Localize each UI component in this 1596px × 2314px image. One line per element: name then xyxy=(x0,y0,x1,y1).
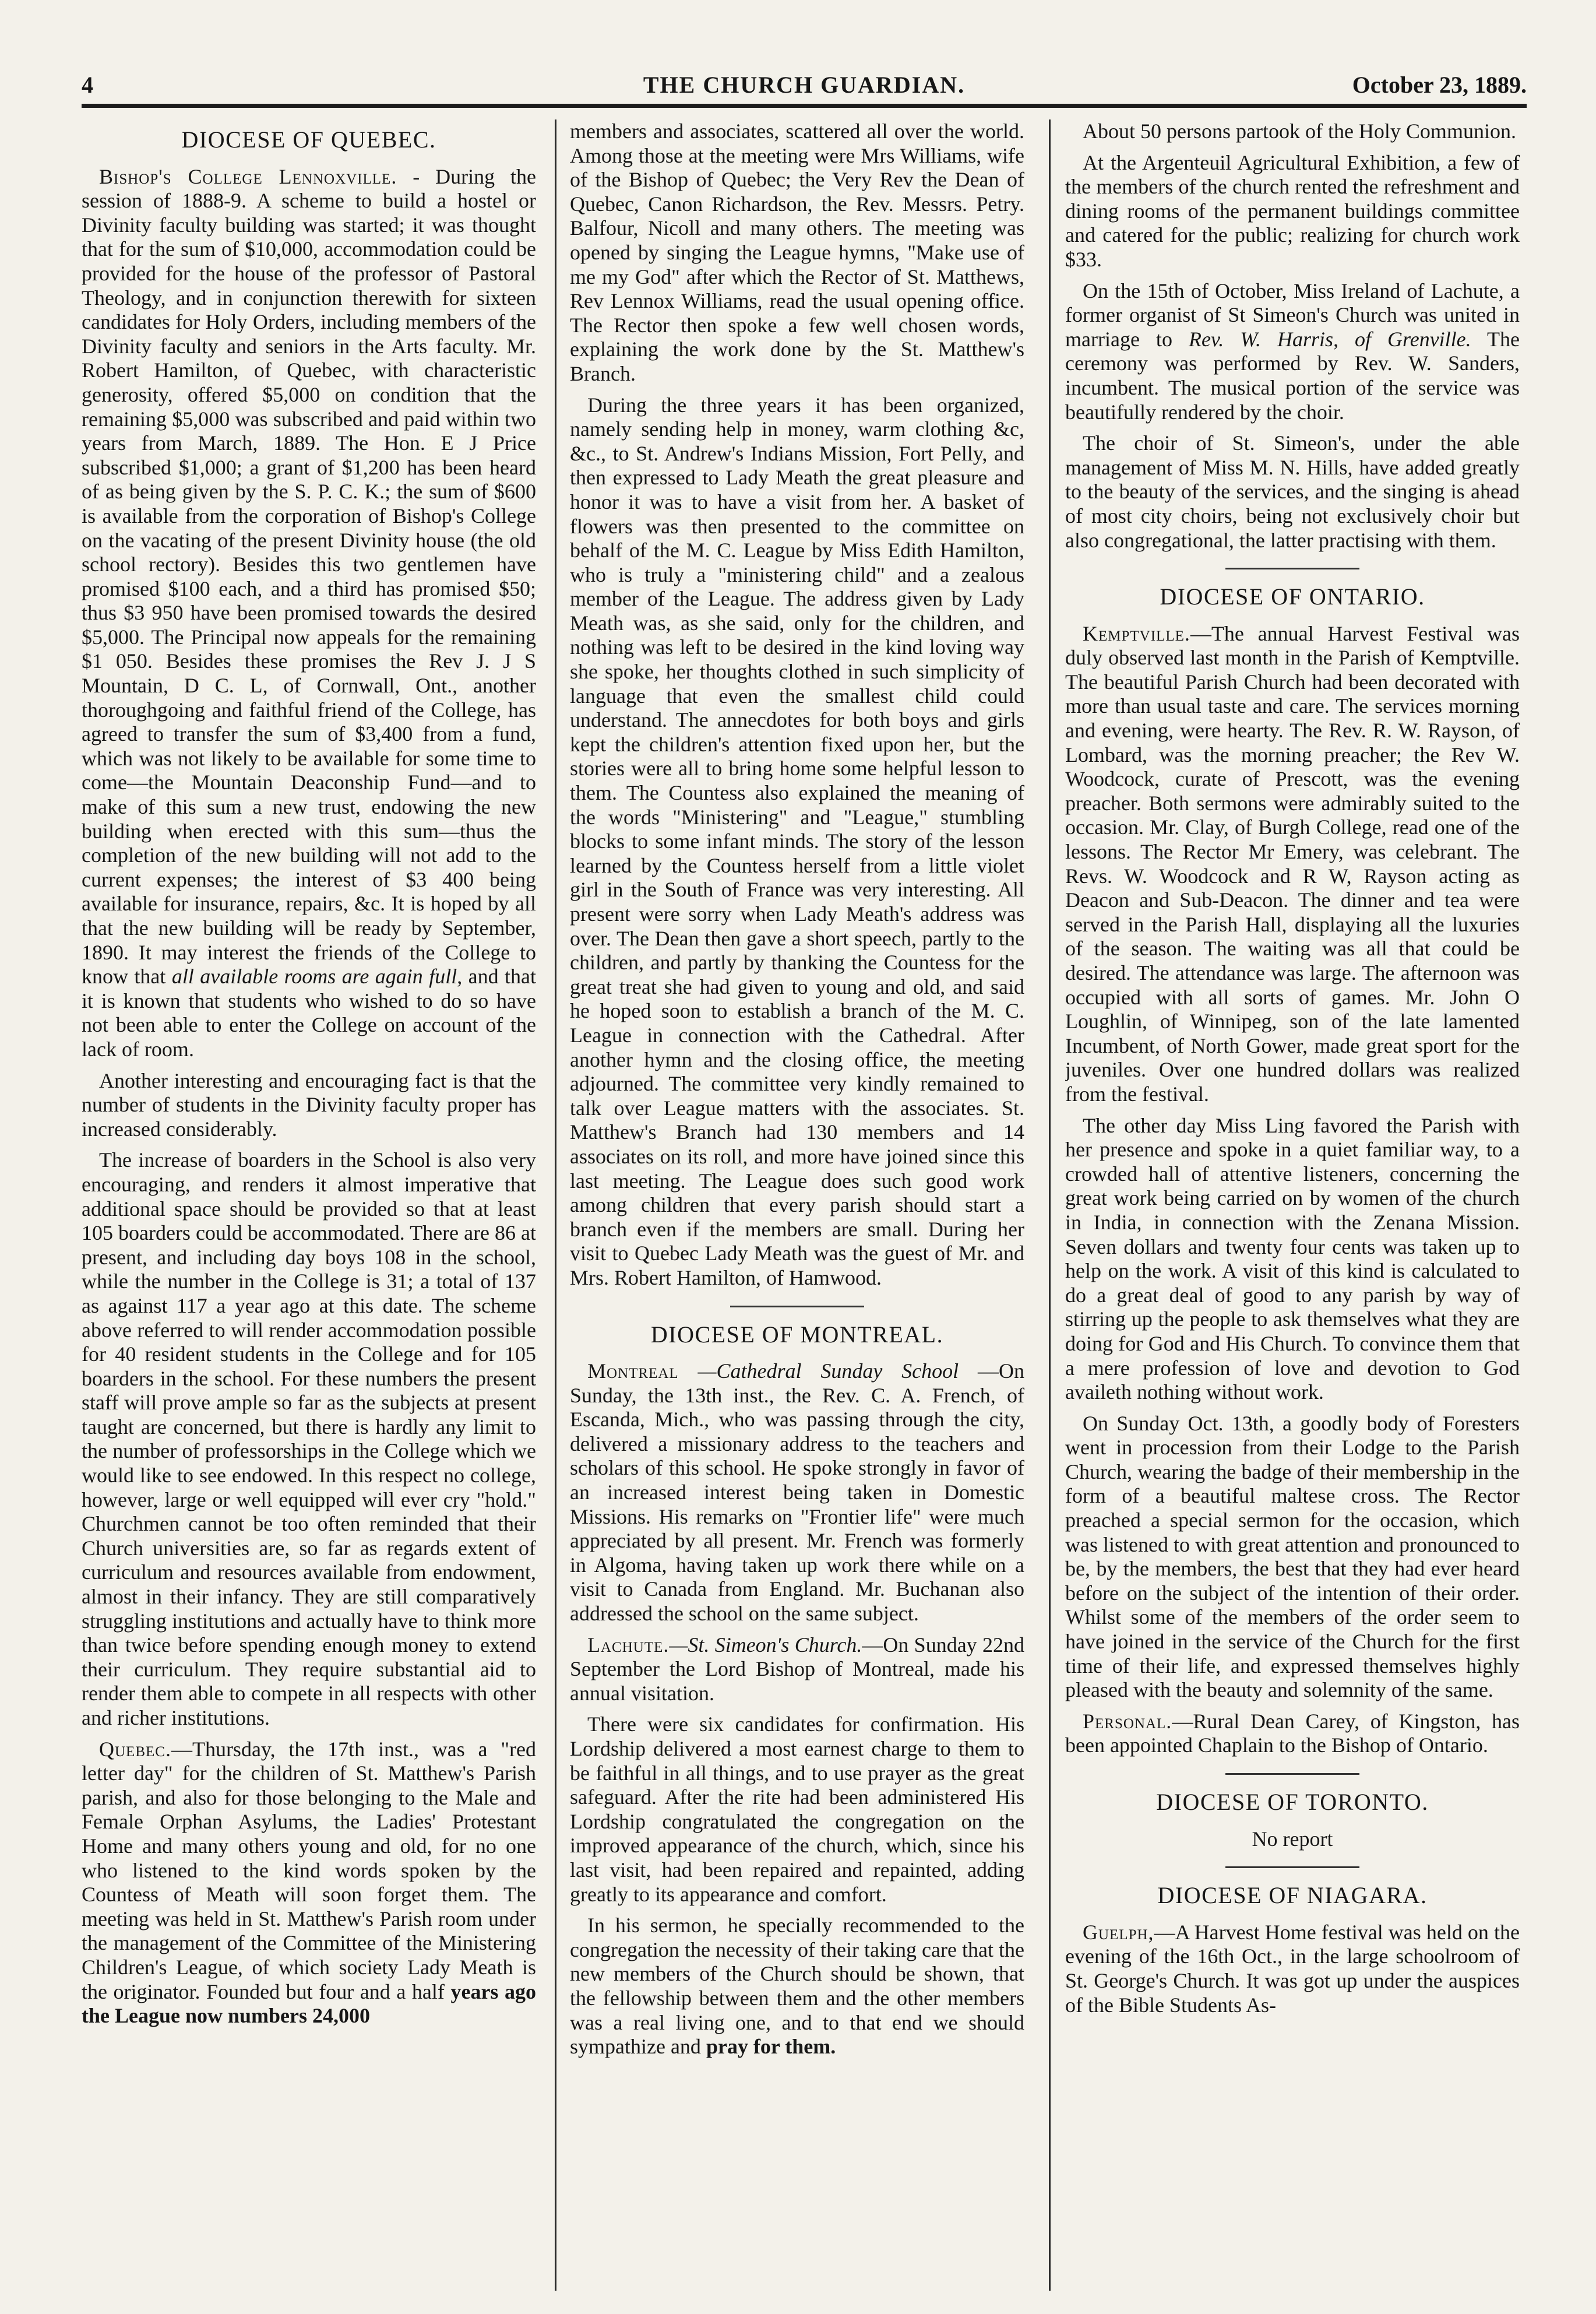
paragraph-text: , and that it is known that students who wished to do so have not been able to enter the College on account of the lack of room. xyxy=(82,965,536,1061)
column-3 xyxy=(1065,119,1520,2297)
no-report-note: No report xyxy=(1252,1827,1333,1851)
article-bishops-college xyxy=(82,165,536,1062)
paragraph xyxy=(1065,279,1520,425)
paragraph: The increase of boarders in the School is also very encouraging, and renders it almost imperative that additional space should be provided so that at least 105 boarders could be accommodated. There are 86 at present, and including day boys 108 in the school, while the number in the College is 31; a total of 137 as against 117 a year ago at this date. The scheme above referred to will render accommodation possible for 40 resident students in the College and for 105 boarders in the school. For these numbers the present staff will prove ample so far as the subjects at present taught are concerned, but there is hardly any limit to the number of professorships in the College which we would like to see endowed. In this respect no college, however, large or well equipped will ever cry "hold." Churchmen cannot be too often reminded that their Church universities are, so far as regards extent of curriculum and resources available from endowment, almost in their infancy. They are still comparatively struggling institutions and actually have to think more than twice before spending enough money to extend their curriculum. They require substantial aid to render them able to compete in all respects with other and richer institutions. xyxy=(82,1148,536,1729)
article-kemptville xyxy=(1065,622,1520,1107)
paragraph-text: - During the session of 1888-9. A scheme to build a hostel or Divinity faculty building was started; it was thought that for the sum of $10,000, accommodation could be provided for the house of the professor of Pastoral Theology, and in conjunction therewith for sixteen candidates for Holy Orders, including members of the Divinity faculty and seniors in the Arts faculty. Mr. Robert Hamilton, of Quebec, with characteristic generosity, offered $5,000 on condition that the remaining $5,000 was subscribed and paid within two years from March, 1889. The Hon. E J Price subscribed $1,000; a grant of $1,200 has been heard of as being given by the S. P. C. K.; the sum of $600 is available from the corporation of Bishop's College on the vacating of the present Divinity house (the old school rectory). Besides this two gentlemen have promised $100 each, and a third has promised $50; thus $3 950 have been promised towards the desired $5,000. The Principal now appeals for the remaining $1 050. Besides these promises the Rev J. J S Mountain, D C. L, of Cornwall, Ont., another thoroughgoing and faithful friend of the College, has agreed to transfer the sum of $3,400 from a fund, which was not likely to be available for some time to come—the Mountain Deaconship Fund—and to make of this sum a new trust, endowing the new building when erected with this sum—thus the completion of the new building will not add to the current expenses; the interest of $3 400 being available for insurance, repairs, &c. It is hoped by all that the new building will be ready by September, 1890. It may interest the friends of the College to know that xyxy=(82,164,536,989)
section-heading-ontario: DIOCESE OF ONTARIO. xyxy=(1160,583,1425,610)
dateline: Bishop's College Lennoxville. xyxy=(99,164,397,188)
bold-text: pray for them. xyxy=(700,2035,836,2059)
paragraph: There were six candidates for confirmation. His Lordship delivered a most earnest charge to them to be faithful in all things, and to use prayer as the great safeguard. After the rite had been administered His Lordship congratulated the congregation on the improved appearance of the church, which, since his last visit, had been repaired and repainted, adding greatly to its appearance and comfort. xyxy=(570,1712,1024,1906)
dateline: Kemptville. xyxy=(1083,621,1190,645)
paragraph-text: —On Sunday 22nd September the Lord Bishop of Montreal, made his annual visitation. xyxy=(570,1633,1024,1705)
masthead xyxy=(82,69,1527,108)
dateline: Lachute. xyxy=(587,1633,670,1657)
section-heading-quebec: DIOCESE OF QUEBEC. xyxy=(181,126,436,153)
dateline: Quebec. xyxy=(99,1737,171,1761)
section-divider xyxy=(730,1306,864,1307)
paragraph-text: —The annual Harvest Festival was duly observed last month in the Parish of Kemptville. The beautiful Parish Church had been decorated with more than usual taste and care. The services morning and evening, were hearty. The Rev. R. W. Rayson, of Lombard, was the morning preacher; the Rev W. Woodcock, curate of Prescott, was the evening preacher. Both sermons were admirably suited to the occasion. Mr. Clay, of Burgh College, read one of the lessons. The Rector Mr Emery, was celebrant. The Revs. W. Woodcock and R W, Rayson acting as Deacon and Sub-Deacon. The dinner and tea were served in the Parish Hall, displaying all the luxuries of the season. The waiting was all that could be desired. The attendance was large. The afternoon was occupied with all sorts of games. Mr. John O Loughlin, of Winnipeg, son of the late lamented Incumbent, of North Gower, made great sport for the juveniles. Over one hundred dollars was realized from the festival. xyxy=(1065,621,1520,1106)
italic-text: Rev. W. Harris, of Grenville. xyxy=(1172,327,1471,351)
section-divider xyxy=(1225,568,1359,569)
paragraph: members and associates, scattered all over the world. Among those at the meeting were Mrs Williams, wife of the Bishop of Quebec; the Very Rev the Dean of Quebec, Canon Richardson, the Rev. Messrs. Petry. Balfour, Nicoll and many others. The meeting was opened by singing the League hymns, "Make use of me my God" after which the Rector of St. Matthews, Rev Lennox Williams, read the usual opening office. The Rector then spoke a few well chosen words, explaining the work done by the St. Matthew's Branch. xyxy=(570,119,1024,385)
paragraph: The other day Miss Ling favored the Parish with her presence and spoke in a quiet familiar way, to a crowded hall of attentive listeners, concerning the great work being carried on by women of the church in India, in connection with the Zenana Mission. Seven dollars and twenty four cents was taken up to help on the work. A visit of this kind is calculated to do a great deal of good to any parish by way of stirring up the people to ask themselves what they are doing for God and His Church. To convince them that a mere profession of love and devotion to God availeth nothing without work. xyxy=(1065,1113,1520,1404)
section-heading-montreal: DIOCESE OF MONTREAL. xyxy=(650,1321,944,1348)
article-personal xyxy=(1065,1710,1520,1758)
section-heading-toronto: DIOCESE OF TORONTO. xyxy=(1156,1789,1429,1815)
paragraph-text: —On Sunday, the 13th inst., the Rev. C. A. French, of Escanda, Mich., who was passing through the city, delivered a missionary address to the teachers and scholars of this school. He spoke strongly in favor of an increased interest being taken in Domestic Missions. His remarks on "Frontier life" were much appreciated by all present. Mr. French was formerly in Algoma, having taken up work there while on a visit to Canada from England. Mr. Buchanan also addressed the school on the same subject. xyxy=(570,1359,1024,1626)
column-rule-2 xyxy=(1049,119,1051,2291)
paragraph: Another interesting and encouraging fact is that the number of students in the Divinity faculty proper has increased considerably. xyxy=(82,1068,536,1141)
column-rule-1 xyxy=(555,119,556,2291)
paragraph-text: On the 15th of October, Miss Ireland of Lachute, a former organist of St Simeon's Church was united in marriage to xyxy=(1065,279,1520,351)
paragraph xyxy=(570,1914,1024,2059)
column-1 xyxy=(82,119,536,2297)
paragraph-text: —A Harvest Home festival was held on the evening of the 16th Oct., in the large schoolroom of St. George's Church. It was got up under the auspices of the Bible Students As- xyxy=(1065,1920,1520,2017)
article-quebec-meeting xyxy=(82,1738,536,2028)
paragraph: On Sunday Oct. 13th, a goodly body of Foresters went in procession from their Lodge to the Parish Church, wearing the badge of their membership in the form of a beautiful maltese cross. The Rector preached a special sermon for the occasion, which was listened to with great attention and pronounced to be, by the members, the best that they had ever heard before on the subject of the intention of their order. Whilst some of the members of the order seem to have joined in the service of the Church for the first time of their life, and expressed themselves highly pleased with the beauty and solemnity of the same. xyxy=(1065,1411,1520,1702)
italic-text: —Cathedral Sunday School xyxy=(678,1359,959,1383)
paragraph-text: —Rural Dean Carey, of Kingston, has been appointed Chaplain to the Bishop of Ontario. xyxy=(1065,1709,1520,1757)
paragraph: The choir of St. Simeon's, under the able management of Miss M. N. Hills, have added greatly to the beauty of the services, and the singing is ahead of most city choirs, being not exclusively choir but also congregational, the latter practising with them. xyxy=(1065,431,1520,552)
section-heading-niagara: DIOCESE OF NIAGARA. xyxy=(1157,1882,1428,1909)
page-number: 4 xyxy=(82,72,93,98)
column-2 xyxy=(570,119,1024,2297)
dateline: Personal. xyxy=(1083,1709,1172,1733)
paragraph: During the three years it has been organized, namely sending help in money, warm clothing &c, &c., to St. Andrew's Indians Mission, Fort Pelly, and then expressed to Lady Meath the great pleasure and honor it was to have a visit from her. A basket of flowers was then presented to the committee on behalf of the M. C. League by Miss Edith Hamilton, who is truly a "ministering child" and a zealous member of the League. The address given by Lady Meath was, as she said, only for the children, and nothing was left to be desired in the kind loving way she spoke, her thoughts clothed in such simplicity of language that even the smallest child could understand. The annecdotes for both boys and girls kept the children's attention fixed upon her, but the stories were all to bring home some helpful lesson to them. The Countess also explained the meaning of the words "Ministering" and "League," stumbling blocks to some infant minds. The story of the lesson learned by the Countess herself from a little violet girl in the South of France was very interesting. All present were sorry when Lady Meath's address was over. The Dean then gave a short speech, partly to the children, and partly by thanking the Countess for the great treat she had given to young and old, and said he hoped soon to establish a branch of the M. C. League in connection with the Cathedral. After another hymn and the closing office, the meeting adjourned. The committee very kindly remained to talk over League matters with the associates. St. Matthew's Branch had 130 members and 14 associates on its roll, and more have joined since this last meeting. The League does such good work among children that every parish should start a branch even if the members are small. During her visit to Quebec Lady Meath was the guest of Mr. and Mrs. Robert Hamilton, of Hamwood. xyxy=(570,393,1024,1289)
paragraph-text: In his sermon, he specially recommended to the congregation the necessity of their taking care that the new members of the Church should be shown, that the fellowship between them and the other members was a real living one, and to that end we should sympathize and xyxy=(570,1914,1024,2059)
article-cathedral-sunday-school xyxy=(570,1359,1024,1626)
paragraph: About 50 persons partook of the Holy Communion. xyxy=(1083,119,1516,143)
newspaper-title: THE CHURCH GUARDIAN. xyxy=(643,72,966,98)
paragraph-text: The ceremony was performed by Rev. W. Sanders, incumbent. The musical portion of the service was beautifully rendered by the choir. xyxy=(1065,327,1520,424)
paragraph: At the Argenteuil Agricultural Exhibition, a few of the members of the church rented the refreshment and dining rooms of the permanent buildings committee and catered for the public; realizing for church work $33. xyxy=(1065,150,1520,271)
paragraph-text: —Thursday, the 17th inst., was a "red letter day" for the children of St. Matthew's Parish parish, and also for those belonging to the Male and Female Orphan Asylums, the Ladies' Protestant Home and many others young and old, for no one who listened to the kind words spoken by the Countess of Meath will soon forget them. The meeting was held in St. Matthew's Parish room under the management of the Committee of the Ministering Children's League, of which society Lady Meath is the originator. Founded but four and a half xyxy=(82,1737,536,2003)
dateline: Guelph, xyxy=(1083,1920,1154,1944)
bold-text: years ago the League now numbers 24,000 xyxy=(82,1979,536,2028)
article-guelph xyxy=(1065,1921,1520,2017)
issue-date: October 23, 1889. xyxy=(1352,72,1527,98)
dateline: Montreal xyxy=(587,1359,679,1383)
article-lachute xyxy=(570,1633,1024,1706)
italic-text: —St. Simeon's Church. xyxy=(669,1633,862,1657)
italic-text: all available rooms are again full xyxy=(165,965,457,989)
section-divider xyxy=(1225,1866,1359,1868)
section-divider xyxy=(1225,1773,1359,1775)
